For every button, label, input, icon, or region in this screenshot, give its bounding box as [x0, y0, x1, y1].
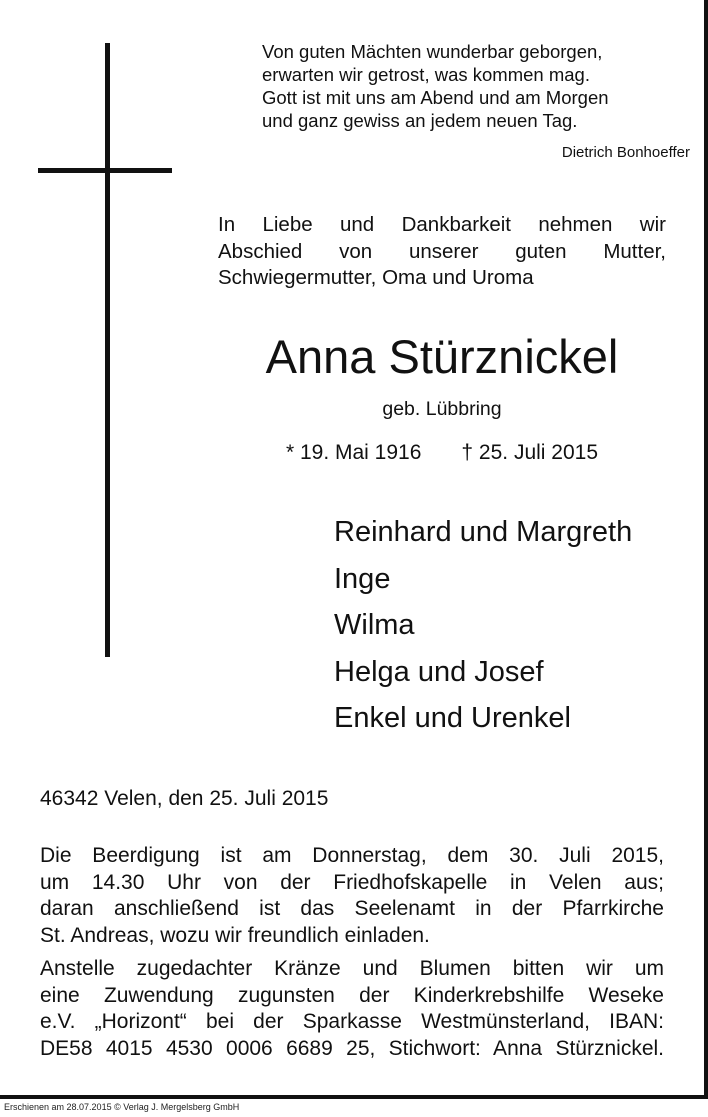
family-member: Inge	[334, 562, 391, 595]
death-date: † 25. Juli 2015	[461, 441, 599, 464]
funeral-line: St. Andreas, wozu wir freundlich einladen.	[40, 923, 430, 947]
cross-icon	[105, 43, 110, 657]
publication-footer: Erschienen am 28.07.2015 © Verlag J. Mergelsberg GmbH	[4, 1102, 240, 1112]
poem-author: Dietrich Bonhoeffer	[561, 144, 690, 161]
funeral-line: daran anschließend ist das Seelenamt in der Pfarrkirche	[40, 897, 664, 920]
intro-line: Abschied von unserer guten Mutter,	[218, 239, 666, 263]
life-dates	[218, 439, 666, 467]
donation-line: Anstelle zugedachter Kränze und Blumen bitten wir um	[40, 957, 664, 980]
family-member: Enkel und Urenkel	[334, 702, 571, 734]
funeral-line: Die Beerdigung ist am Donnerstag, dem 30. Juli 2015,	[40, 844, 664, 867]
poem-line: Gott ist mit uns am Abend und am Morgen	[262, 87, 609, 108]
donation-line: e.V. „Horizont“ bei der Sparkasse Westmünsterland, IBAN:	[40, 1010, 664, 1033]
poem-line: erwarten wir getrost, was kommen mag.	[262, 64, 590, 85]
donation-info	[40, 956, 664, 1062]
deceased-name: Anna Stürznickel	[265, 330, 619, 383]
funeral-info	[40, 843, 664, 949]
funeral-line: um 14.30 Uhr von der Friedhofskapelle in Velen aus;	[40, 870, 664, 894]
birth-date: * 19. Mai 1916	[285, 441, 422, 464]
cross-icon-bar	[38, 168, 172, 173]
family-list	[334, 509, 694, 742]
birth-name: geb. Lübbring	[382, 398, 502, 420]
intro-text	[218, 212, 666, 292]
place-date: 46342 Velen, den 25. Juli 2015	[40, 787, 329, 810]
intro-line: Schwiegermutter, Oma und Uroma	[218, 266, 534, 289]
family-member: Helga und Josef	[334, 655, 544, 688]
poem-line: Von guten Mächten wunderbar geborgen,	[262, 41, 603, 62]
poem-line: und ganz gewiss an jedem neuen Tag.	[262, 110, 578, 131]
poem	[262, 40, 682, 132]
intro-line: In Liebe und Dankbarkeit nehmen wir	[218, 213, 666, 236]
donation-line: eine Zuwendung zugunsten der Kinderkrebshilfe Weseke	[40, 983, 664, 1007]
donation-line: DE58 4015 4530 0006 6689 25, Stichwort: Anna Stürznickel.	[40, 1036, 664, 1060]
family-member: Reinhard und Margreth	[334, 516, 633, 548]
family-member: Wilma	[334, 609, 415, 641]
